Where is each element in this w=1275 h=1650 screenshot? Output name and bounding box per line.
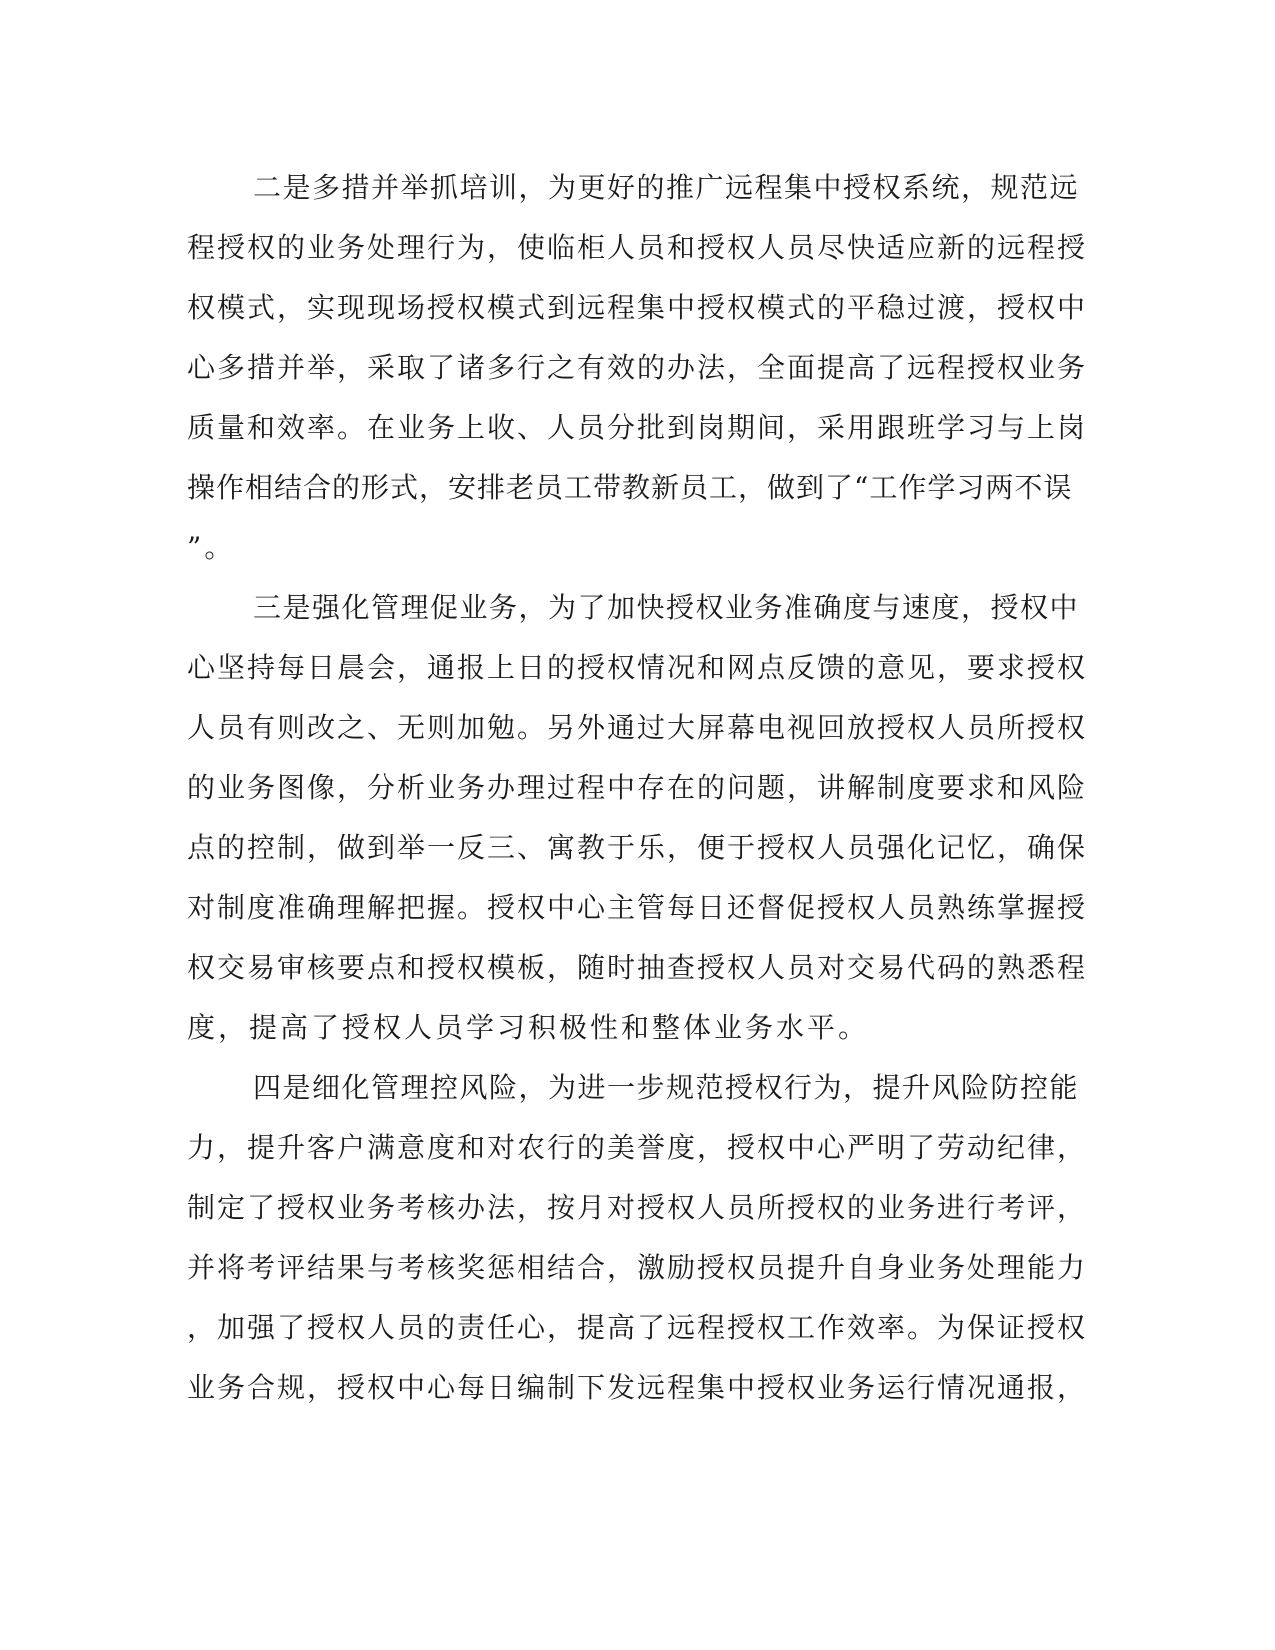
text-line: 二是多措并举抓培训，为更好的推广远程集中授权系统，规范远 bbox=[253, 171, 1080, 204]
text-line: 制定了授权业务考核办法，按月对授权人员所授权的业务进行考评， bbox=[187, 1191, 1088, 1224]
paragraph-management bbox=[187, 578, 1087, 1058]
text-line: 点的控制，做到举一反三、寓教于乐，便于授权人员强化记忆，确保 bbox=[187, 831, 1088, 864]
text-line: 力，提升客户满意度和对农行的美誉度，授权中心严明了劳动纪律， bbox=[187, 1131, 1088, 1164]
text-line: 三是强化管理促业务，为了加快授权业务准确度与速度，授权中 bbox=[253, 591, 1080, 624]
text-line: 度，提高了授权人员学习积极性和整体业务水平。 bbox=[187, 1011, 870, 1044]
text-line: 业务合规，授权中心每日编制下发远程集中授权业务运行情况通报， bbox=[187, 1371, 1088, 1404]
text-line: 操作相结合的形式，安排老员工带教新员工，做到了“工作学习两不误 bbox=[187, 471, 1073, 504]
text-line: 对制度准确理解把握。授权中心主管每日还督促授权人员熟练掌握授 bbox=[187, 891, 1088, 924]
text-line: 心坚持每日晨会，通报上日的授权情况和网点反馈的意见，要求授权 bbox=[187, 651, 1088, 684]
text-line: 四是细化管理控风险，为进一步规范授权行为，提升风险防控能 bbox=[253, 1071, 1080, 1104]
text-line: 的业务图像，分析业务办理过程中存在的问题，讲解制度要求和风险 bbox=[187, 771, 1088, 804]
text-line: 心多措并举，采取了诸多行之有效的办法，全面提高了远程授权业务 bbox=[187, 351, 1088, 384]
text-line: 质量和效率。在业务上收、人员分批到岗期间，采用跟班学习与上岗 bbox=[187, 411, 1088, 444]
paragraph-training bbox=[187, 158, 1087, 578]
document-body bbox=[187, 158, 1087, 1418]
text-line: 程授权的业务处理行为，使临柜人员和授权人员尽快适应新的远程授 bbox=[187, 231, 1088, 264]
text-line: 权模式，实现现场授权模式到远程集中授权模式的平稳过渡，授权中 bbox=[187, 291, 1088, 324]
text-line: ”。 bbox=[187, 531, 236, 564]
text-line: 权交易审核要点和授权模板，随时抽查授权人员对交易代码的熟悉程 bbox=[187, 951, 1088, 984]
text-line: 人员有则改之、无则加勉。另外通过大屏幕电视回放授权人员所授权 bbox=[187, 711, 1088, 744]
text-line: 并将考评结果与考核奖惩相结合，激励授权员提升自身业务处理能力 bbox=[187, 1251, 1088, 1284]
text-line: ，加强了授权人员的责任心，提高了远程授权工作效率。为保证授权 bbox=[187, 1311, 1088, 1344]
paragraph-risk-control bbox=[187, 1058, 1087, 1418]
